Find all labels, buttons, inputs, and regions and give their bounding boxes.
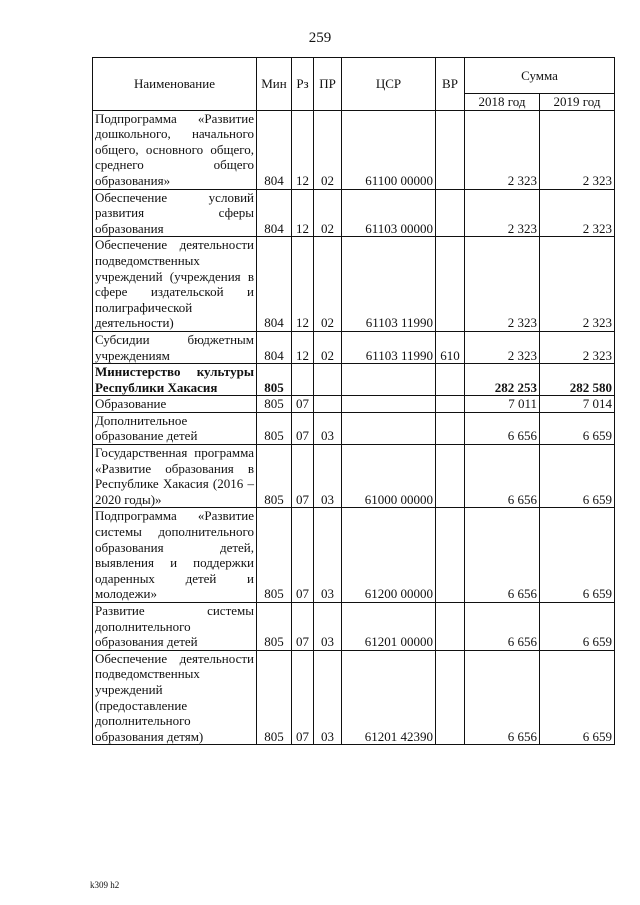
cell-pr: 03 bbox=[314, 508, 342, 603]
footer-code: k309 h2 bbox=[90, 880, 120, 890]
cell-2018: 282 253 bbox=[465, 364, 540, 396]
cell-csr: 61103 00000 bbox=[342, 189, 436, 237]
cell-csr: 61103 11990 bbox=[342, 237, 436, 332]
cell-vr bbox=[436, 364, 465, 396]
cell-name: Обеспечение условий развития сферы образования bbox=[93, 189, 257, 237]
cell-2019: 2 323 bbox=[540, 189, 615, 237]
header-year-2018: 2018 год bbox=[465, 94, 540, 111]
cell-name: Дополнительное образование детей bbox=[93, 412, 257, 444]
table-row bbox=[93, 650, 615, 745]
cell-csr bbox=[342, 364, 436, 396]
cell-2018: 6 656 bbox=[465, 508, 540, 603]
cell-pr: 03 bbox=[314, 650, 342, 745]
cell-2018: 2 323 bbox=[465, 331, 540, 363]
cell-rz: 07 bbox=[292, 508, 314, 603]
cell-2018: 2 323 bbox=[465, 237, 540, 332]
cell-rz: 12 bbox=[292, 237, 314, 332]
cell-csr: 61103 11990 bbox=[342, 331, 436, 363]
table-row bbox=[93, 445, 615, 508]
cell-csr bbox=[342, 412, 436, 444]
cell-2018: 2 323 bbox=[465, 110, 540, 189]
cell-min: 804 bbox=[257, 189, 292, 237]
cell-2019: 282 580 bbox=[540, 364, 615, 396]
cell-csr: 61000 00000 bbox=[342, 445, 436, 508]
cell-vr bbox=[436, 508, 465, 603]
cell-2018: 2 323 bbox=[465, 189, 540, 237]
cell-vr bbox=[436, 603, 465, 651]
cell-pr: 02 bbox=[314, 110, 342, 189]
cell-vr bbox=[436, 412, 465, 444]
cell-2019: 6 659 bbox=[540, 650, 615, 745]
cell-name: Образование bbox=[93, 396, 257, 413]
cell-min: 805 bbox=[257, 603, 292, 651]
cell-min: 804 bbox=[257, 237, 292, 332]
cell-name: Государственная программа «Развитие образования в Республике Хакасия (2016 – 2020 годы)» bbox=[93, 445, 257, 508]
header-sum: Сумма bbox=[465, 58, 615, 94]
cell-name: Обеспечение деятельности подведомственных учреждений (предоставление дополнительного образования детям) bbox=[93, 650, 257, 745]
cell-csr: 61201 42390 bbox=[342, 650, 436, 745]
cell-2019: 6 659 bbox=[540, 508, 615, 603]
cell-name: Подпрограмма «Развитие дошкольного, начального общего, основного общего, среднего общего образования» bbox=[93, 110, 257, 189]
cell-min: 805 bbox=[257, 364, 292, 396]
table-row bbox=[93, 110, 615, 189]
table-row bbox=[93, 364, 615, 396]
header-min: Мин bbox=[257, 58, 292, 111]
cell-vr bbox=[436, 237, 465, 332]
cell-min: 805 bbox=[257, 508, 292, 603]
cell-rz: 12 bbox=[292, 189, 314, 237]
cell-2018: 6 656 bbox=[465, 603, 540, 651]
cell-min: 805 bbox=[257, 396, 292, 413]
cell-min: 805 bbox=[257, 412, 292, 444]
cell-2018: 7 011 bbox=[465, 396, 540, 413]
table-body bbox=[93, 110, 615, 745]
cell-vr bbox=[436, 650, 465, 745]
table-row bbox=[93, 331, 615, 363]
cell-2019: 2 323 bbox=[540, 237, 615, 332]
cell-rz: 07 bbox=[292, 412, 314, 444]
cell-2018: 6 656 bbox=[465, 445, 540, 508]
header-year-2019: 2019 год bbox=[540, 94, 615, 111]
cell-rz: 12 bbox=[292, 110, 314, 189]
page-number: 259 bbox=[308, 30, 332, 46]
cell-vr bbox=[436, 396, 465, 413]
header-pr: ПР bbox=[314, 58, 342, 111]
cell-rz: 12 bbox=[292, 331, 314, 363]
cell-2018: 6 656 bbox=[465, 650, 540, 745]
cell-rz: 07 bbox=[292, 603, 314, 651]
cell-name: Министерство культуры Республики Хакасия bbox=[93, 364, 257, 396]
cell-csr: 61100 00000 bbox=[342, 110, 436, 189]
cell-pr: 03 bbox=[314, 412, 342, 444]
cell-rz: 07 bbox=[292, 445, 314, 508]
cell-pr: 03 bbox=[314, 603, 342, 651]
cell-vr bbox=[436, 189, 465, 237]
cell-2019: 6 659 bbox=[540, 412, 615, 444]
cell-pr: 02 bbox=[314, 331, 342, 363]
cell-pr: 02 bbox=[314, 237, 342, 332]
header-csr: ЦСР bbox=[342, 58, 436, 111]
budget-table bbox=[92, 57, 615, 745]
cell-vr bbox=[436, 110, 465, 189]
cell-rz: 07 bbox=[292, 650, 314, 745]
cell-2018: 6 656 bbox=[465, 412, 540, 444]
cell-name: Развитие системы дополнительного образования детей bbox=[93, 603, 257, 651]
cell-min: 804 bbox=[257, 331, 292, 363]
cell-2019: 7 014 bbox=[540, 396, 615, 413]
cell-pr: 02 bbox=[314, 189, 342, 237]
cell-csr bbox=[342, 396, 436, 413]
table-row bbox=[93, 396, 615, 413]
table-row bbox=[93, 189, 615, 237]
table-row bbox=[93, 412, 615, 444]
cell-2019: 2 323 bbox=[540, 331, 615, 363]
cell-2019: 6 659 bbox=[540, 603, 615, 651]
cell-vr: 610 bbox=[436, 331, 465, 363]
cell-2019: 2 323 bbox=[540, 110, 615, 189]
header-vr: ВР bbox=[436, 58, 465, 111]
cell-vr bbox=[436, 445, 465, 508]
cell-name: Обеспечение деятельности подведомственных учреждений (учреждения в сфере издательской и полиграфической деятельности) bbox=[93, 237, 257, 332]
header-rz: Рз bbox=[292, 58, 314, 111]
cell-name: Подпрограмма «Развитие системы дополнительного образования детей, выявления и поддержки одаренных детей и молодежи» bbox=[93, 508, 257, 603]
cell-pr bbox=[314, 364, 342, 396]
table-row bbox=[93, 237, 615, 332]
table-row bbox=[93, 508, 615, 603]
cell-name: Субсидии бюджетным учреждениям bbox=[93, 331, 257, 363]
cell-min: 804 bbox=[257, 110, 292, 189]
cell-pr: 03 bbox=[314, 445, 342, 508]
cell-pr bbox=[314, 396, 342, 413]
cell-2019: 6 659 bbox=[540, 445, 615, 508]
cell-rz bbox=[292, 364, 314, 396]
cell-rz: 07 bbox=[292, 396, 314, 413]
cell-min: 805 bbox=[257, 650, 292, 745]
cell-csr: 61201 00000 bbox=[342, 603, 436, 651]
table-row bbox=[93, 603, 615, 651]
cell-csr: 61200 00000 bbox=[342, 508, 436, 603]
header-name: Наименование bbox=[93, 58, 257, 111]
cell-min: 805 bbox=[257, 445, 292, 508]
